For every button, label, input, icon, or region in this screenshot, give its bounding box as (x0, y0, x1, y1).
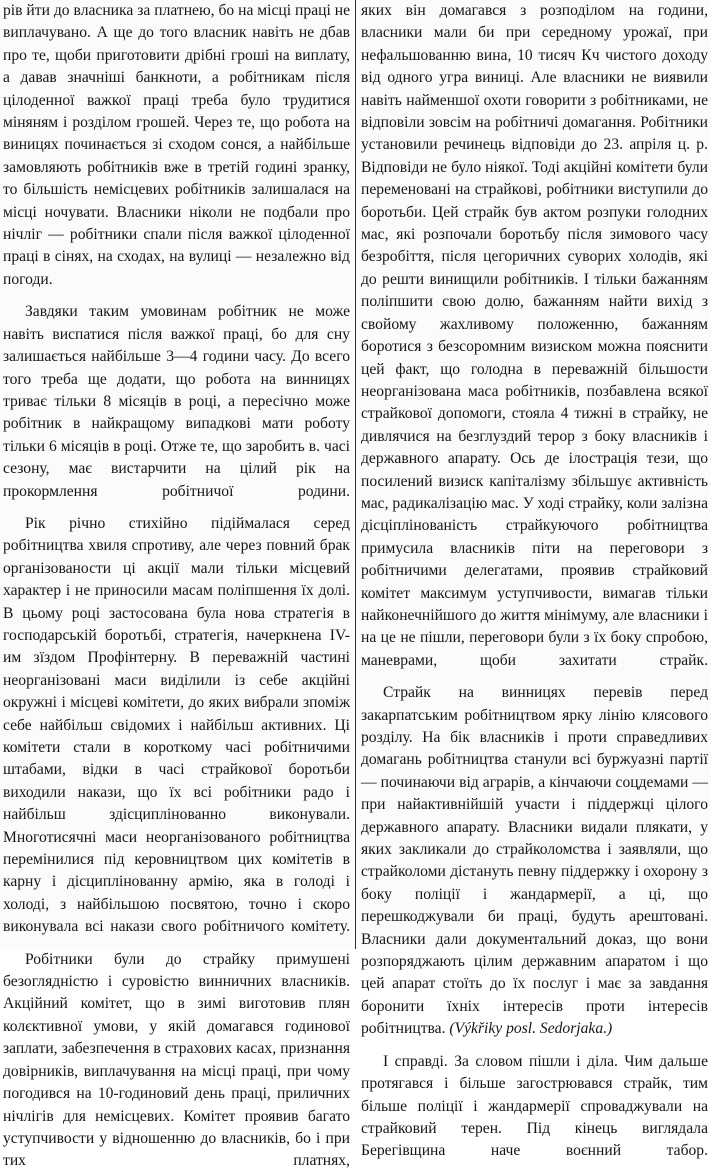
left-column (3, 0, 350, 1170)
paragraph: яких він домагався з розподілом на години, власники мали би при середному урожаї, при нефальшованню вина, 10 тисяч Кч чистого доходу від одного угра виниці. Але власники не виявили навіть найменшої охоти говорити з робітниками, не відповіли зовсім на робітничі домагання. Робітники установили речинець відповіди до 23. апріля ц. р. Відповіди не було ніякої. Тоді акційні комітети були переменовані на страйкові, робітники виступили до боротьби. Цей страйк був актом розпуки голодних мас, які розпочали боротьбу після зимового часу безробіття, після цегоричних суворих холодів, які до решти винищили робітників. І тільки бажанням поліпшити свою долю, бажанням найти вихід з свойому жахливому положенню, бажанням боротися з безсоромним визиском можна пояснити цей факт, що голодна в переважній більшости неорганізована маса робітників, позбавлена всякої страйкової допомоги, стояла 4 тижні в страйку, не дивлячися на безглуздий терор з боку власників і державного апарату. Ось де ілострація тези, що посилений визиск капіталізму збільшує активність мас, радикалізацію мас. У ході страйку, коли залізна дісціплінованість страйкуючого робітництва примусила власників піти на переговори з робітничими делегатами, проявив страйковий комітет максимум уступчивости, вимагав тільки найконечнійшого до життя мінімуму, але власники і на це не пішли, переговори були з їх боку спробою, маневрами, щоби захитати страйк. (361, 2, 708, 669)
paragraph: Рік річно стихійно підіймалася серед робітництва хвиля спротиву, але через повний брак організованости ці акції мали тільки місцевий характер і не приносили масам поліпшення їх долі. В цьому році застосована була нова стратегія в господарській боротьбі, стратегія, начеркнена IV-им зїздом Профінтерну. В переважній частині неорганізовані маси виділили із себе акційні окружні і місцеві комітети, до яких вибрали зпоміж себе найбільш свідомих і найбільш активних. Ці комітети стали в короткому часі робітничими штабами, відки в часі страйкової боротьби виходили накази, що їх всі робітники радо і найбільш здісциплінованно виконували. Многотисячні маси неорганізованого робітництва перемінилися під керовництвом цих комітетів в карну і дісциплінованну армію, яка в голоді і холоді, з найбільшою посвятою, точно і скоро виконувала всі накази свого робітничого комітету. (3, 514, 350, 936)
paragraph: Завдяки таким умовинам робітник не може навіть виспатися після важкої праці, бо для сну залишається найбільше 3—4 години часу. До всего того треба ще додати, що робота на винницях триває тільки 8 місяців в році, а пересічно може робітник в найкращому випадкові мати роботу тільки 6 місяців в році. Отже те, що заробить в. часі сезону, має вистарчити на цілий рік на прокормлення робітничої родини. (3, 303, 350, 500)
right-column (361, 0, 708, 1160)
paragraph: Робітники були до страйку примушені безоглядністю і суровістю винничних власників. Акційний комітет, що в зимі виготовив плян колєктивної умови, у якій домагався годинової заплати, забезпечення в страхових касах, признання довірників, виплачування на місці праці, при чому погодився на 10-годиновий день праці, приличних нічлігів для немісцевих. Комітет проявив багато уступчивости у відношенню до власників, бо і при тих платнях, (3, 950, 350, 1170)
paragraph: рів йти до власника за платнею, бо на місці праці не виплачувано. А ще до того власник навіть не дбав про те, щоби приготовити дрібні гроші на виплату, а давав значніші банкноти, а робітникам після цілоденної важкої праці треба було трудитися міняням і розділом грошей. Через те, що робота на виницях починається зі сходом сонся, а найбільше замовляють робітників вже в третій годині зранку, то більшість немісцевих робітників залишалася на місці ночувати. Власники ніколи не подбали про нічліг — робітники спали після важкої цілоденної праці в сінях, на сходах, на вулиці — незалежно від погоди. (3, 2, 350, 288)
paragraph: І справді. За словом пішли і діла. Чим дальше протягався і більше загострювався страйк, тим більше поліції і жандармерії спроваджували на страйковий терен. Під кінець виглядала Берегівщина наче воєнний табор. (361, 1052, 708, 1160)
paragraph (361, 682, 708, 1041)
paragraph-text: Страйк на винницях перевів перед закарпатським робітництвом ярку лінію клясового розділу. На бік власників і проти справедливих домагань робітництва станули всі буржуазні партії — починаючи від аграрів, а кінчаючи соцдемами — при найактивнійшій участи і піддержці цілого державного апарату. Власники видали плякати, у яких закликали до страйколомства і заявляли, що страйколоми дістануть певну піддержку і охорону з боку поліції і жандармерії, а ці, що перешкоджували би праці, будуть арештовані. Власники дали документальний доказ, що вони розпоряджають цілим державним апаратом і що цей апарат стоїть до їх послуг і має за завдання боронити їхніх інтересів проти інтересів робітництва. (361, 684, 708, 1038)
column-divider (355, 0, 356, 949)
interjection: (Výkřiky posl. Sedorjaka.) (449, 1020, 613, 1038)
